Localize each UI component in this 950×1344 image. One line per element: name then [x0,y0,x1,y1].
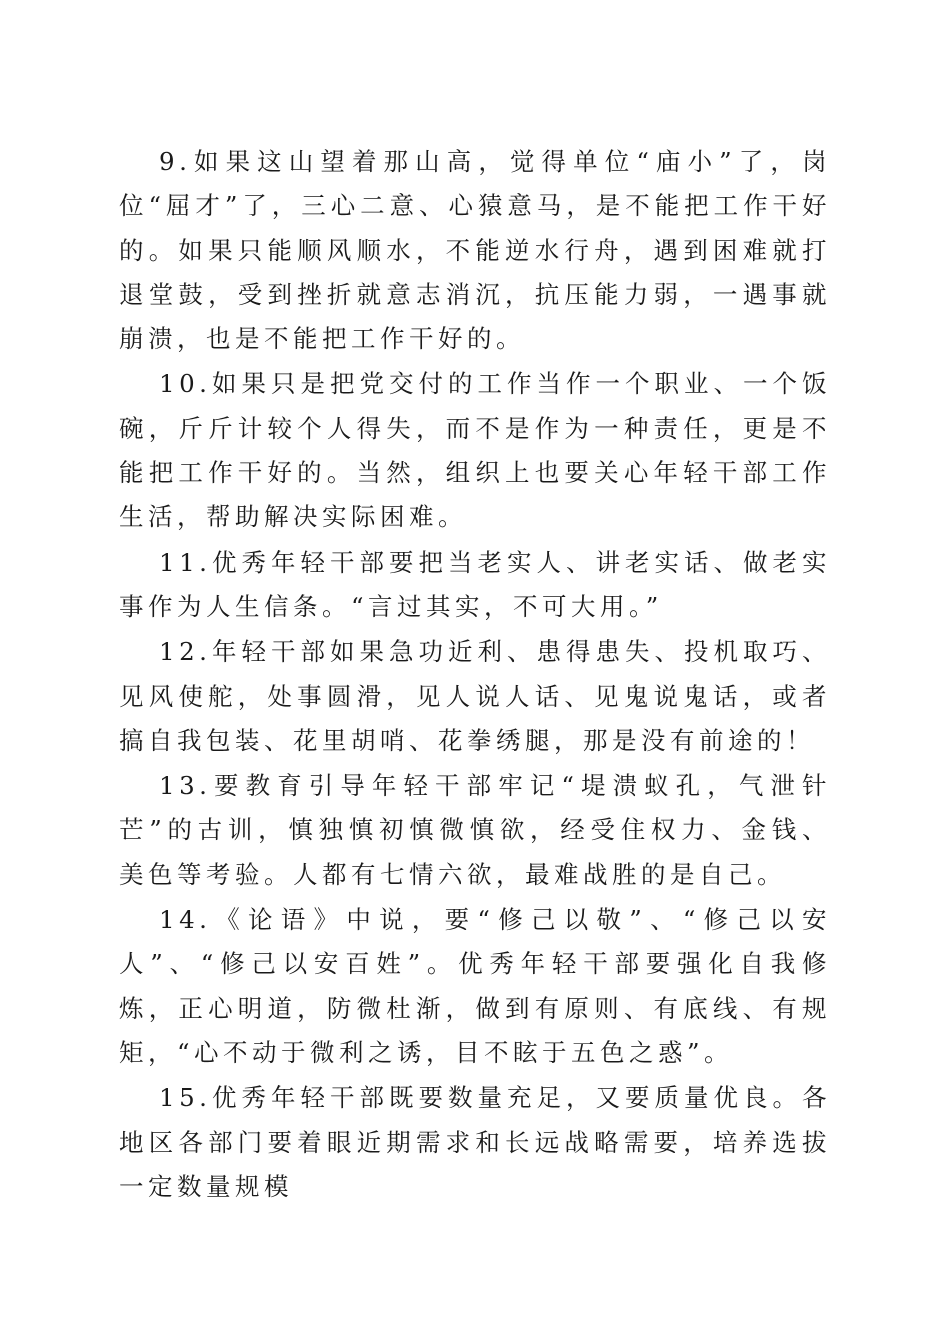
document-body [119,140,831,1210]
paragraph-12: 12.年轻干部如果急功近利、患得患失、投机取巧、见风使舵，处事圆滑，见人说人话、见鬼说鬼话，或者搞自我包装、花里胡哨、花拳绣腿，那是没有前途的！ [119,637,831,755]
paragraph-15: 15.优秀年轻干部既要数量充足，又要质量优良。各地区各部门要着眼近期需求和长远战略需要，培养选拔一定数量规模 [119,1083,831,1201]
paragraph-10: 10.如果只是把党交付的工作当作一个职业、一个饭碗，斤斤计较个人得失，而不是作为一种责任，更是不能把工作干好的。当然，组织上也要关心年轻干部工作生活，帮助解决实际困难。 [119,369,831,532]
paragraph-11: 11.优秀年轻干部要把当老实人、讲老实话、做老实事作为人生信条。“言过其实，不可大用。” [119,547,831,621]
paragraph-14: 14.《论语》中说，要“修己以敬”、“修己以安人”、“修己以安百姓”。优秀年轻干部要强化自我修炼，正心明道，防微杜渐，做到有原则、有底线、有规矩，“心不动于微利之诱，目不眩于五色之惑”。 [119,905,831,1067]
paragraph-9: 9.如果这山望着那山高，觉得单位“庙小”了，岗位“屈才”了，三心二意、心猿意马，是不能把工作干好的。如果只能顺风顺水，不能逆水行舟，遇到困难就打退堂鼓，受到挫折就意志消沉，抗压能力弱，一遇事就崩溃，也是不能把工作干好的。 [119,147,831,354]
paragraph-13: 13.要教育引导年轻干部牢记“堤溃蚁孔，气泄针芒”的古训，慎独慎初慎微慎欲，经受住权力、金钱、美色等考验。人都有七情六欲，最难战胜的是自己。 [119,771,831,889]
